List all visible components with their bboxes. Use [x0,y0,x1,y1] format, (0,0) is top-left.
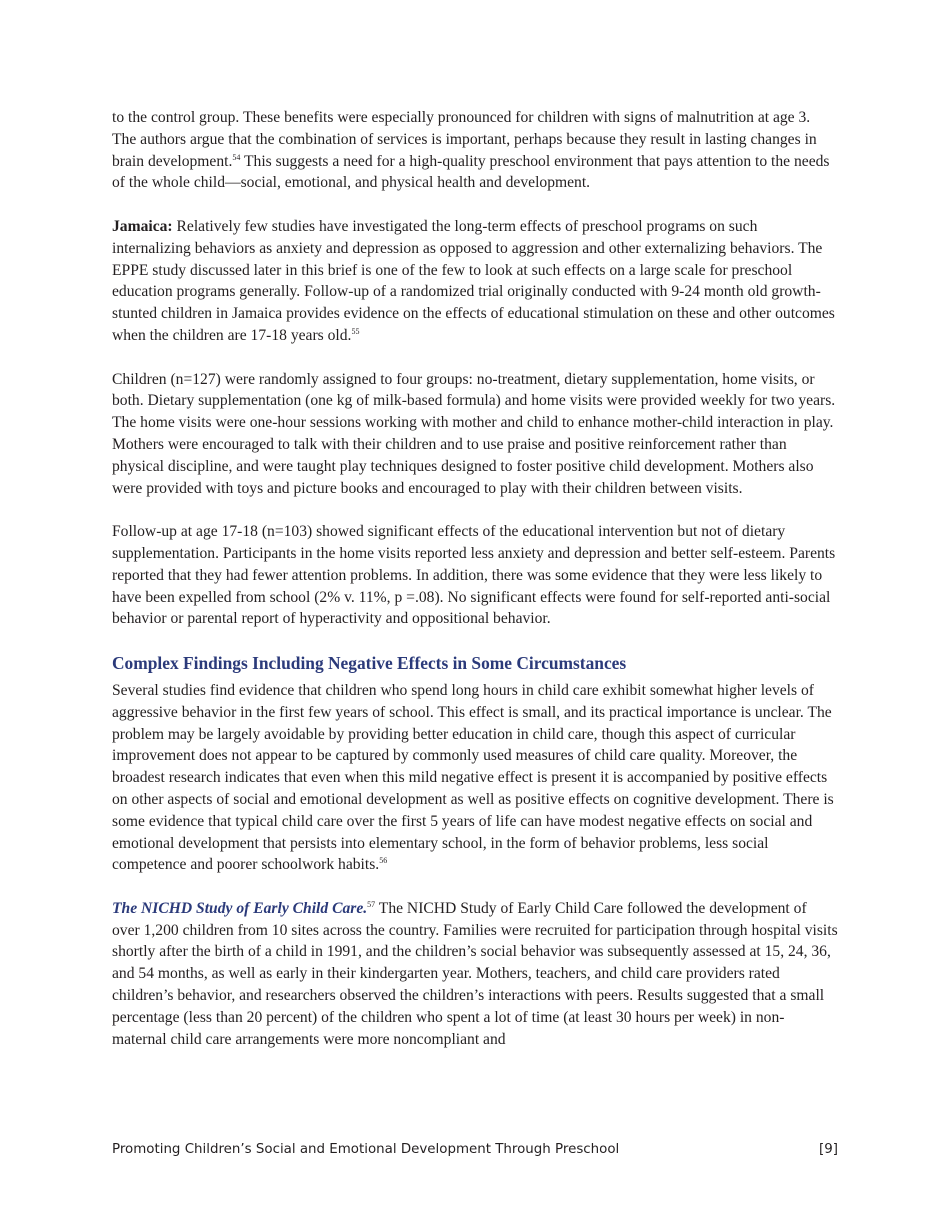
footnote-ref: 56 [379,856,388,866]
paragraph-jamaica [112,216,838,347]
paragraph-lead: The NICHD Study of Early Child Care. [112,899,368,917]
paragraph-text: This suggests a need for a high-quality preschool environment that pays attention to the needs of the whole child—social, emotional, and physical health and development. [112,152,830,192]
paragraph-lead: Jamaica: [112,217,173,235]
page-number: [9] [819,1142,838,1157]
section-heading: Complex Findings Including Negative Effects in Some Circumstances [112,652,627,673]
paragraph-text: to the control group. These benefits were especially pronounced for children with signs of malnutrition at age 3. The authors argue that the combination of services is important, perhaps because they result in lasting changes in brain development. [112,109,817,170]
paragraph-text: Several studies find evidence that children who spend long hours in child care exhibit somewhat higher levels of aggressive behavior in the first few years of school. This effect is small, and its practical importance is unclear. The problem may be largely avoidable by providing better education in child care, though this aspect of curricular improvement does not appear to be captured by commonly used measures of child care quality. Moreover, the broadest research indicates that even when this mild negative effect is present it is accompanied by positive effects on other aspects of social and emotional development as well as positive effects on cognitive development. There is some evidence that typical child care over the first 5 years of life can have modest negative effects on social and emotional development that persists into elementary school, in the form of behavior problems, less social competence and poorer schoolwork habits. [112,681,834,874]
paragraph-text: The NICHD Study of Early Child Care followed the development of over 1,200 children from 10 sites across the country. Families were recruited for participation through hospital visits shortly after the birth of a child in 1991, and the children’s social behavior was subsequently assessed at 15, 24, 36, and 54 months, as well as early in their kindergarten year. Mothers, teachers, and child care providers rated children’s behavior, and researchers observed the children’s interactions with peers. Results suggested that a small percentage (less than 20 percent) of the children who spent a lot of time (at least 30 hours per week) in non-maternal child care arrangements were more noncompliant and [112,899,838,1048]
footnote-ref: 54 [232,152,241,162]
paragraph-nichd [112,898,838,1051]
paragraph-intro [112,107,838,194]
page-footer [112,1142,838,1157]
paragraph-text: Relatively few studies have investigated the long-term effects of preschool programs on such internalizing behaviors as anxiety and depression as opposed to aggression and other externalizing behaviors. The EPPE study discussed later in this brief is one of the few to look at such effects on a large scale for preschool education programs generally. Follow-up of a randomized trial originally conducted with 9-24 month old growth-stunted children in Jamaica provides evidence on the effects of educational stimulation on these and other outcomes when the children are 17-18 years old. [112,217,835,344]
footnote-ref: 55 [351,326,360,336]
paragraph-children-groups: Children (n=127) were randomly assigned to four groups: no-treatment, dietary supplementation, home visits, or both. Dietary supplementation (one kg of milk-based formula) and home visits were provided weekly for two years. The home visits were one-hour sessions working with mother and child to enhance mother-child interaction in play. Mothers were encouraged to talk with their children and to use praise and positive reinforcement rather than physical discipline, and were taught play techniques designed to foster positive child development. Mothers also were provided with toys and picture books and encouraged to play with their children between visits. [112,370,836,497]
document-body [112,107,838,1050]
paragraph-complex-findings [112,680,838,876]
footer-title: Promoting Children’s Social and Emotional Development Through Preschool [112,1142,620,1157]
paragraph-follow-up: Follow-up at age 17-18 (n=103) showed significant effects of the educational intervention but not of dietary supplementation. Participants in the home visits reported less anxiety and depression and better self-esteem. Parents reported that they had fewer attention problems. In addition, there was some evidence that they were less likely to have been expelled from school (2% v. 11%, p =.08). No significant effects were found for self-reported anti-social behavior or parental report of hyperactivity and oppositional behavior. [112,523,836,628]
footnote-ref: 57 [367,899,376,909]
